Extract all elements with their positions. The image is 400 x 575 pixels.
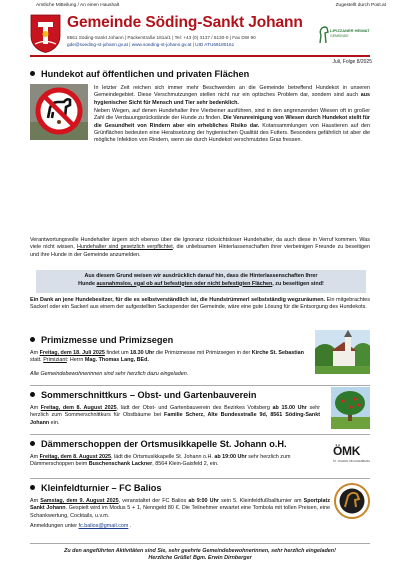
primiz-invite: Alle Gemeindebewohnerinnen sind sehr herzlich dazu eingeladen. [30,370,189,377]
postal-notice: Zugestellt durch Post.at [335,3,386,8]
header-divider [30,55,370,57]
bullet-icon [30,337,35,342]
bullet-icon [30,392,35,397]
omk-logo [333,444,373,474]
partner-logo-sub: GEMEINDE [330,33,349,38]
top-line [0,2,400,10]
thanks-text: Ein Dank an jene Hundebesitzer, für die es selbstverständlich ist, die Hundstrümmerl selbstständig wegzuräumen. Ein mitgebrachtes Sackerl oder ein Sackerl aus einem der aufgestellten Sackspender der Gemeinde, wäre eine gute Lösung für die Entsorgung des Hundekots. [30,297,370,311]
fruit-tree-photo [331,387,370,429]
divider [30,478,370,479]
closing-line: Zu den angeführten Aktivitäten sind Sie, sehr geehrte Gemeindebewohnerinnen, sehr herzlich eingeladen! [64,548,336,554]
dog-waste-intro: In letzter Zeit reichen sich immer mehr Beschwerden an die Gemeinde betreffend Hundekot in unseren Gemeindegebiet. Diese Verschmutzungen stellen nicht nur ein optisches Problem dar, sondern sind auch aus hygienischer Sicht für Mensch und Tier sehr bedenklich. [94,85,370,106]
football-tournament-text: Am Samstag, dem 9. August 2025, veranstaltet der FC Balios ab 9:00 Uhr sein 5. Kleinfeldfußballturnier am Sportplatz Sankt Johann. Gespielt wird im Modus 5 + 1, Nenngeld 80 €. Die Teilnehmer erwartet eine Tombola mit tollen Preisen, eine Schankwertung, Cocktails, u.v.m. Anmeldungen unter fc.balios@gmail.com . [30,498,331,529]
municipality-title: Gemeinde Söding-Sankt Johann [67,14,303,31]
partner-logo-text: LIPIZZANER HEIMAT [330,28,370,33]
divider [30,434,370,435]
closing-greeting [0,548,400,563]
official-notice: Amtliche Mitteilung / An einen Haushalt [36,3,120,8]
pruning-course-text: Am Freitag, dem 8. August 2025, lädt der Obst- und Gartenbauverein des Bezirkes Voitsberg ab 15.00 Uhr sehr herzlich zum Sommerschnittkurs für Obstbäume bei Familie Scherz, Alte Bundesstraße 9d, 8561 Söding-Sankt Johann ein. [30,405,321,426]
email-link[interactable]: fc.balios@gmail.com [78,522,129,529]
music-event-text: Am Freitag, dem 8. August 2025, lädt die Ortsmusikkapelle St. Johann o.H. ab 19:00 Uhr sehr herzlich zum Dämmerschoppen beim Buschenschank Lackner, 8564 Klein-Gaisfeld 2, ein. [30,454,291,468]
primiz-text: Am Freitag, dem 18. Juli 2025 findet um 18.30 Uhr die Primizmesse mit Primizsegen in der Kirche St. Sebastian statt. Primiziant: Herrn Mag. Thomas Lang, BEd. Alle Gemeindebewohnerinnen sind sehr herzlich dazu eingeladen. [30,350,306,378]
letterhead [0,11,400,55]
address-line: 8561 Söding-Sankt Johann | Packerstraße 181a/1 | Tel: +43 (0) 3137 / 6130-0 | Fax DW 90 [67,35,256,40]
horse-icon [317,25,330,45]
section-title-pruning-course: Sommerschnittkurs – Obst- und Gartenbauverein [30,390,256,400]
bullet-icon [30,485,35,490]
highlight-notice: Aus diesem Grund weisen wir ausdrücklich darauf hin, dass die Hinterlassenschaften Ihrer Hunde ausnahmslos, egal ob auf befestigten oder nicht befestigten Flächen, zu beseitigen sind! [36,270,366,293]
omk-logo-sub: ST. JOHANN OB HOHENBURG [333,460,371,463]
omk-logo-text: ÖMK [333,444,361,458]
dog-owner-duty-text: Verantwortungsvolle Hundehalter ärgern sich ebenso über die Ignoranz rücksichtsloser Hundehalter, da auch diese in Verruf kommen. Was viele nicht wissen, Hundehalter sind gesetzlich verpflichtet, die unliebsamen Hinterlassenschaften ihrer vierbeinigen Freunde zu beseitigen und ihre Hunde in der Gemeinde anzumelden. [30,237,371,258]
dog-waste-meadow-text: Neben Wegen, auf denen Hundehalter ihre Vierbeiner ausführen, sind in den angrenzenden Wiesen oft in großer Zahl die Verdauungsrückstände der Hunde zu finden. Die Verunreinigung von Wiesen durch Hundekot stellt für die Gesundheit von Rindern aber ein erhebliches Risiko dar. Kotansammlungen von Haustieren auf den Grünflächen bedeuten eine Herabsetzung der hygienischen Qualität des Futters. Besonders gefährlich ist aber die mögliche Infektion von Rindern, wenn sie durch Hundekot verschmutztes Gras fressen. [94,108,370,144]
divider [30,543,370,544]
bullet-icon [30,441,35,446]
no-dog-fouling-sign-image [30,84,88,140]
section-title-dog-waste: Hundekot auf öffentlichen und privaten Flächen [30,69,249,79]
contact-line[interactable]: gde@soeding-st-johann.gv.at | www.soeding-st-johann.gv.at | UID ATU69180161 [67,42,235,47]
lipizzaner-logo [317,23,370,47]
issue-number: Juli, Folge 8/2025 [332,59,372,65]
mayor-signature-line: Herzliche Grüße! Bgm. Erwin Dirnberger [148,555,252,562]
section-title-music-event: Dämmerschoppen der Ortsmusikkapelle St. Johann o.H. [30,439,287,449]
section-title-football-tournament: Kleinfeldturnier – FC Balios [30,483,161,493]
church-photo [315,330,370,374]
fc-balios-logo [334,483,370,519]
divider [30,385,370,386]
coat-of-arms-icon [30,14,61,53]
bullet-icon [30,71,35,76]
section-title-primiz: Primizmesse und Primizsegen [30,335,173,345]
